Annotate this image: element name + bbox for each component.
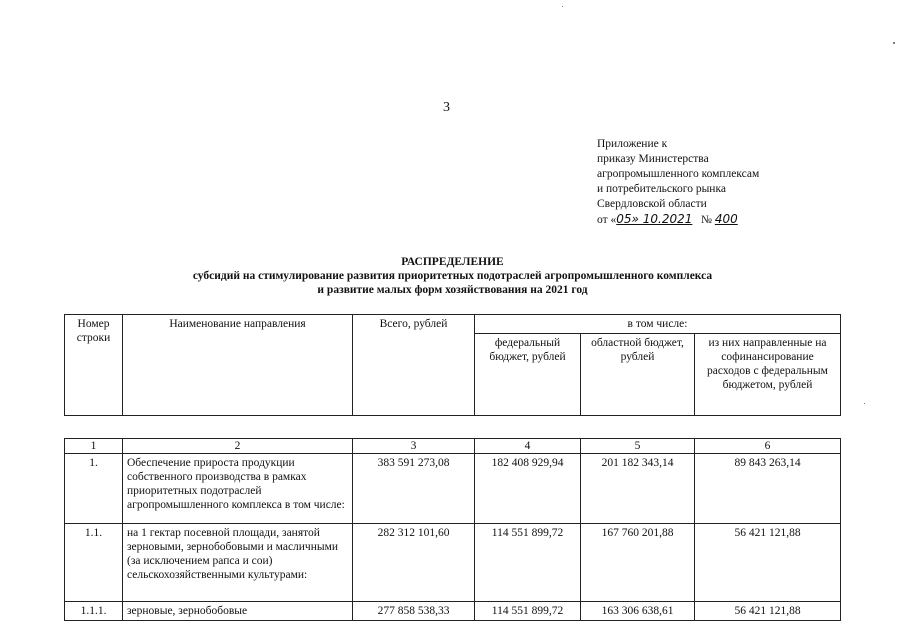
title-heading: РАСПРЕДЕЛЕНИЕ: [401, 256, 504, 268]
appendix-line: Свердловской области: [597, 198, 707, 210]
row-cofinancing: 56 421 121,88: [695, 602, 841, 621]
appendix-line: агропромышленного комплексам: [597, 168, 760, 180]
header-including: в том числе:: [475, 315, 841, 334]
row-name: Обеспечение прироста продукции собственного производства в рамках приоритетных подотраслей агропромышленного комплекса в том числе:: [123, 454, 353, 524]
row-total: 282 312 101,60: [353, 524, 475, 602]
row-total: 277 858 538,33: [353, 602, 475, 621]
header-name: Наименование направления: [123, 315, 353, 416]
table-row: [65, 454, 841, 524]
row-federal: 182 408 929,94: [475, 454, 581, 524]
column-number: 5: [581, 439, 695, 454]
column-number: 4: [475, 439, 581, 454]
column-number: 6: [695, 439, 841, 454]
row-federal: 114 551 899,72: [475, 602, 581, 621]
number-label: №: [701, 214, 712, 226]
row-number: 1.: [65, 454, 123, 524]
row-name: зерновые, зернобобовые: [123, 602, 353, 621]
column-number: 2: [123, 439, 353, 454]
scan-speck: [562, 6, 563, 7]
data-table: [64, 438, 841, 621]
column-number-row: [65, 439, 841, 454]
column-number: 1: [65, 439, 123, 454]
appendix-line: приказу Министерства: [597, 153, 709, 165]
row-cofinancing: 89 843 263,14: [695, 454, 841, 524]
table-row: [65, 524, 841, 602]
page-number: 3: [443, 100, 450, 115]
appendix-block: [597, 137, 759, 228]
scan-speck: [864, 403, 865, 404]
header-table: [64, 314, 841, 416]
table-row: [65, 602, 841, 621]
appendix-line: и потребительского рынка: [597, 183, 726, 195]
row-federal: 114 551 899,72: [475, 524, 581, 602]
date-rest: » 10.2021: [631, 212, 693, 226]
document-title: [0, 255, 905, 297]
row-cofinancing: 56 421 121,88: [695, 524, 841, 602]
header-row-number: Номер строки: [65, 315, 123, 416]
row-regional: 167 760 201,88: [581, 524, 695, 602]
order-number: 400: [714, 212, 738, 226]
scan-speck: [893, 42, 895, 44]
date-prefix: от «: [597, 214, 617, 226]
row-name: на 1 гектар посевной площади, занятой зерновыми, зернобобовыми и масличными (за исключением рапса и сои) сельскохозяйственными культурами:: [123, 524, 353, 602]
date-day: 05: [616, 212, 632, 226]
row-regional: 163 306 638,61: [581, 602, 695, 621]
row-total: 383 591 273,08: [353, 454, 475, 524]
header-regional: областной бюджет, рублей: [581, 334, 695, 416]
title-line-2: субсидий на стимулирование развития приоритетных подотраслей агропромышленного комплекса: [192, 270, 713, 282]
title-line-3: и развитие малых форм хозяйствования на 2021 год: [317, 284, 588, 296]
header-total: Всего, рублей: [353, 315, 475, 416]
appendix-date-line: [597, 212, 759, 228]
appendix-line: Приложение к: [597, 138, 668, 150]
row-regional: 201 182 343,14: [581, 454, 695, 524]
header-federal: федеральный бюджет, рублей: [475, 334, 581, 416]
column-number: 3: [353, 439, 475, 454]
row-number: 1.1.: [65, 524, 123, 602]
header-cofinancing: из них направленные на софинансирование расходов с федеральным бюджетом, рублей: [695, 334, 841, 416]
row-number: 1.1.1.: [65, 602, 123, 621]
